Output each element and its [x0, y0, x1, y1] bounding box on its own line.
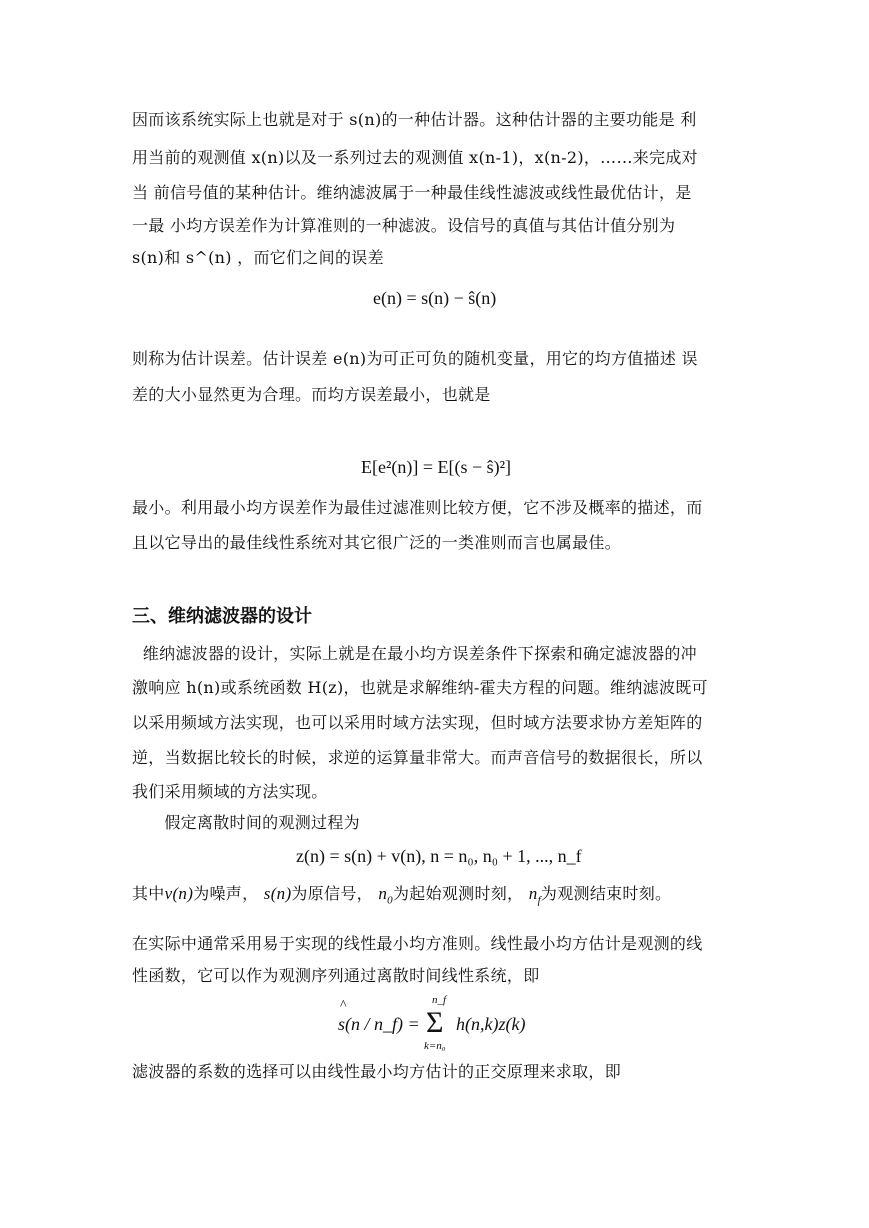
- paragraph-7-line-1: 滤波器的系数的选择可以由线性最小均方估计的正交原理来求取，即: [132, 1062, 622, 1081]
- paragraph-1-line-4: 一最 小均方误差作为计算准则的一种滤波。设信号的真值与其估计值分别为: [132, 216, 676, 235]
- inline-nf-sub: f: [537, 894, 541, 907]
- inline-n0: [378, 884, 393, 907]
- sum-lower-limit: k=n₀: [424, 1040, 446, 1052]
- hat-symbol: ^: [340, 998, 347, 1013]
- paragraph-6-line-2: 性函数，它可以作为观测序列通过离散时间线性系统，即: [132, 966, 540, 985]
- paragraph-1-line-1: 因而该系统实际上也就是对于 s(n)的一种估计器。这种估计器的主要功能是 利: [132, 110, 697, 129]
- paragraph-1-line-2: 用当前的观测值 x(n)以及一系列过去的观测值 x(n-1)，x(n-2)，……来完成对: [132, 148, 698, 167]
- paragraph-3-line-2: 且以它导出的最佳线性系统对其它很广泛的一类准则而言也属最佳。: [132, 533, 622, 552]
- paragraph-2-line-2: 差的大小显然更为合理。而均方误差最小，也就是: [132, 385, 491, 404]
- paragraph-1-line-3: 当 前信号值的某种估计。维纳滤波属于一种最佳线性滤波或线性最优估计，是: [132, 183, 692, 202]
- section-heading: 三、维纳滤波器的设计: [132, 606, 312, 627]
- equation-observation: z(n) = s(n) + v(n), n = n₀, n₀ + 1, ..., n_f: [296, 846, 582, 866]
- paragraph-5: [132, 883, 671, 911]
- paragraph-3-line-1: 最小。利用最小均方误差作为最佳过滤准则比较方便，它不涉及概率的描述，而: [132, 498, 703, 517]
- p5-text-2: 为原信号，: [291, 884, 373, 903]
- inline-nf-base: n: [528, 884, 538, 903]
- paragraph-4-line-1: 维纳滤波器的设计，实际上就是在最小均方误差条件下探索和确定滤波器的冲: [132, 644, 697, 663]
- paragraph-1-line-5: s(n)和 s^(n) ，而它们之间的误差: [132, 248, 384, 267]
- equation-mse: E[e²(n)] = E[(s − ŝ)²]: [361, 457, 512, 477]
- inline-s-n: s(n): [263, 884, 292, 903]
- paragraph-4-line-3: 以采用频域方法实现，也可以采用时域方法实现，但时域方法要求协方差矩阵的: [132, 713, 703, 732]
- inline-n0-base: n: [378, 884, 388, 903]
- sum-symbol: Σ: [426, 1006, 444, 1039]
- inline-v-n: v(n): [164, 884, 194, 903]
- p5-text-1: 为噪声，: [193, 884, 259, 903]
- sum-upper-limit: n_f: [432, 994, 447, 1006]
- paragraph-4-line-5: 我们采用频域的方法实现。: [132, 782, 328, 801]
- estimate-rhs: h(n,k)z(k): [456, 1014, 526, 1034]
- inline-n0-sub: 0: [387, 894, 393, 907]
- paragraph-4-line-6: 假定离散时间的观测过程为: [132, 813, 360, 832]
- paragraph-4-line-2: 激响应 h(n)或系统函数 H(z)，也就是求解维纳-霍夫方程的问题。维纳滤波既可: [132, 678, 708, 697]
- inline-nf: [528, 884, 541, 907]
- p5-text-4: 为观测结束时刻。: [540, 884, 672, 903]
- paragraph-2-line-1: 则称为估计误差。估计误差 e(n)为可正可负的随机变量，用它的均方值描述 误: [132, 349, 698, 368]
- paragraph-6-line-1: 在实际中通常采用易于实现的线性最小均方准则。线性最小均方估计是观测的线: [132, 934, 703, 953]
- p5-prefix: 其中: [132, 884, 165, 903]
- p5-text-3: 为起始观测时刻，: [392, 884, 524, 903]
- estimate-lhs: s(n / n_f) =: [338, 1014, 420, 1034]
- equation-error: e(n) = s(n) − ŝ(n): [373, 288, 497, 308]
- equation-estimate: [338, 996, 538, 1056]
- paragraph-4-line-4: 逆，当数据比较长的时候，求逆的运算量非常大。而声音信号的数据很长，所以: [132, 748, 703, 767]
